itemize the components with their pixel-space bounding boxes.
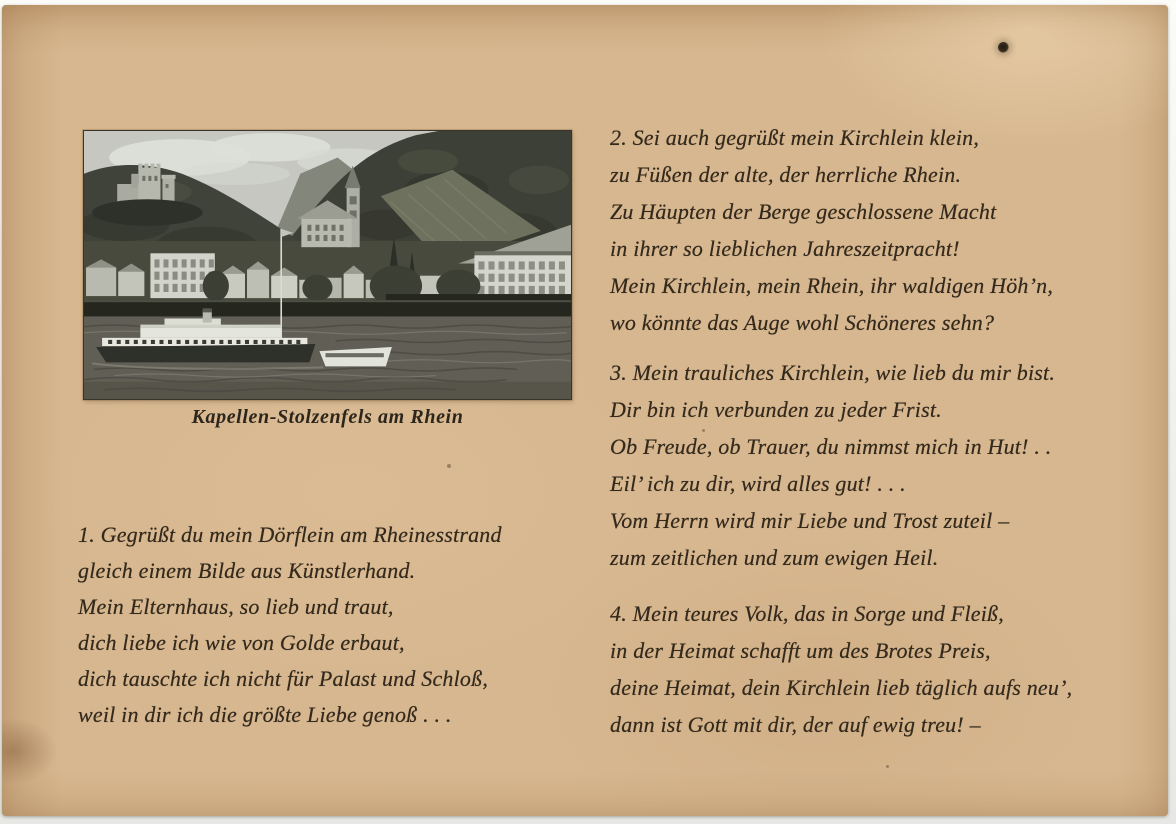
- poem-stanza-4: [610, 595, 1072, 743]
- paper-speck: [447, 464, 451, 468]
- poem-line: wo könnte das Auge wohl Schöneres sehn?: [610, 310, 995, 335]
- poem-line: Eil’ ich zu dir, wird alles gut! . . .: [610, 471, 906, 496]
- poem-line: in ihrer so lieblichen Jahreszeitpracht!: [610, 236, 960, 261]
- poem-stanza-3: [610, 354, 1072, 576]
- poem-line: 3. Mein trauliches Kirchlein, wie lieb du mir bist.: [610, 360, 1056, 385]
- poem-line: gleich einem Bilde aus Künstlerhand.: [78, 558, 416, 583]
- poem-line: Mein Kirchlein, mein Rhein, ihr waldigen Höh’n,: [610, 273, 1054, 298]
- poem-right-column: [610, 119, 1072, 743]
- paper-speck: [886, 765, 889, 768]
- poem-line: dann ist Gott mit dir, der auf ewig treu! –: [610, 712, 981, 737]
- photo-caption: Kapellen-Stolzenfels am Rhein: [191, 406, 464, 428]
- poem-line: dich tauschte ich nicht für Palast und Schloß,: [78, 666, 489, 691]
- poem-stanza-2: [610, 119, 1072, 341]
- poem-line: Ob Freude, ob Trauer, du nimmst mich in Hut! . .: [610, 434, 1052, 459]
- poem-line: Mein Elternhaus, so lieb und traut,: [78, 594, 394, 619]
- pinhole-mark: [998, 42, 1009, 53]
- poem-line: in der Heimat schafft um des Brotes Preis,: [610, 638, 991, 663]
- poem-line: weil in dir ich die größte Liebe genoß . . .: [78, 702, 452, 727]
- poem-line: Dir bin ich verbunden zu jeder Frist.: [610, 397, 942, 422]
- poem-line: 4. Mein teures Volk, das in Sorge und Fleiß,: [610, 601, 1004, 626]
- poem-line: Zu Häupten der Berge geschlossene Macht: [610, 199, 997, 224]
- poem-stanza-1: [78, 517, 502, 733]
- postcard-photo: [83, 130, 572, 400]
- poem-line: deine Heimat, dein Kirchlein lieb täglich aufs neu’,: [610, 675, 1073, 700]
- poem-line: zu Füßen der alte, der herrliche Rhein.: [610, 162, 962, 187]
- poem-line: Vom Herrn wird mir Liebe und Trost zuteil –: [610, 508, 1010, 533]
- poem-line: 2. Sei auch gegrüßt mein Kirchlein klein,: [610, 125, 980, 150]
- poem-line: zum zeitlichen und zum ewigen Heil.: [610, 545, 939, 570]
- poem-line: dich liebe ich wie von Golde erbaut,: [78, 630, 405, 655]
- postcard: [2, 5, 1168, 816]
- rhine-scene: [84, 131, 571, 399]
- poem-line: 1. Gegrüßt du mein Dörflein am Rheinesstrand: [78, 522, 502, 547]
